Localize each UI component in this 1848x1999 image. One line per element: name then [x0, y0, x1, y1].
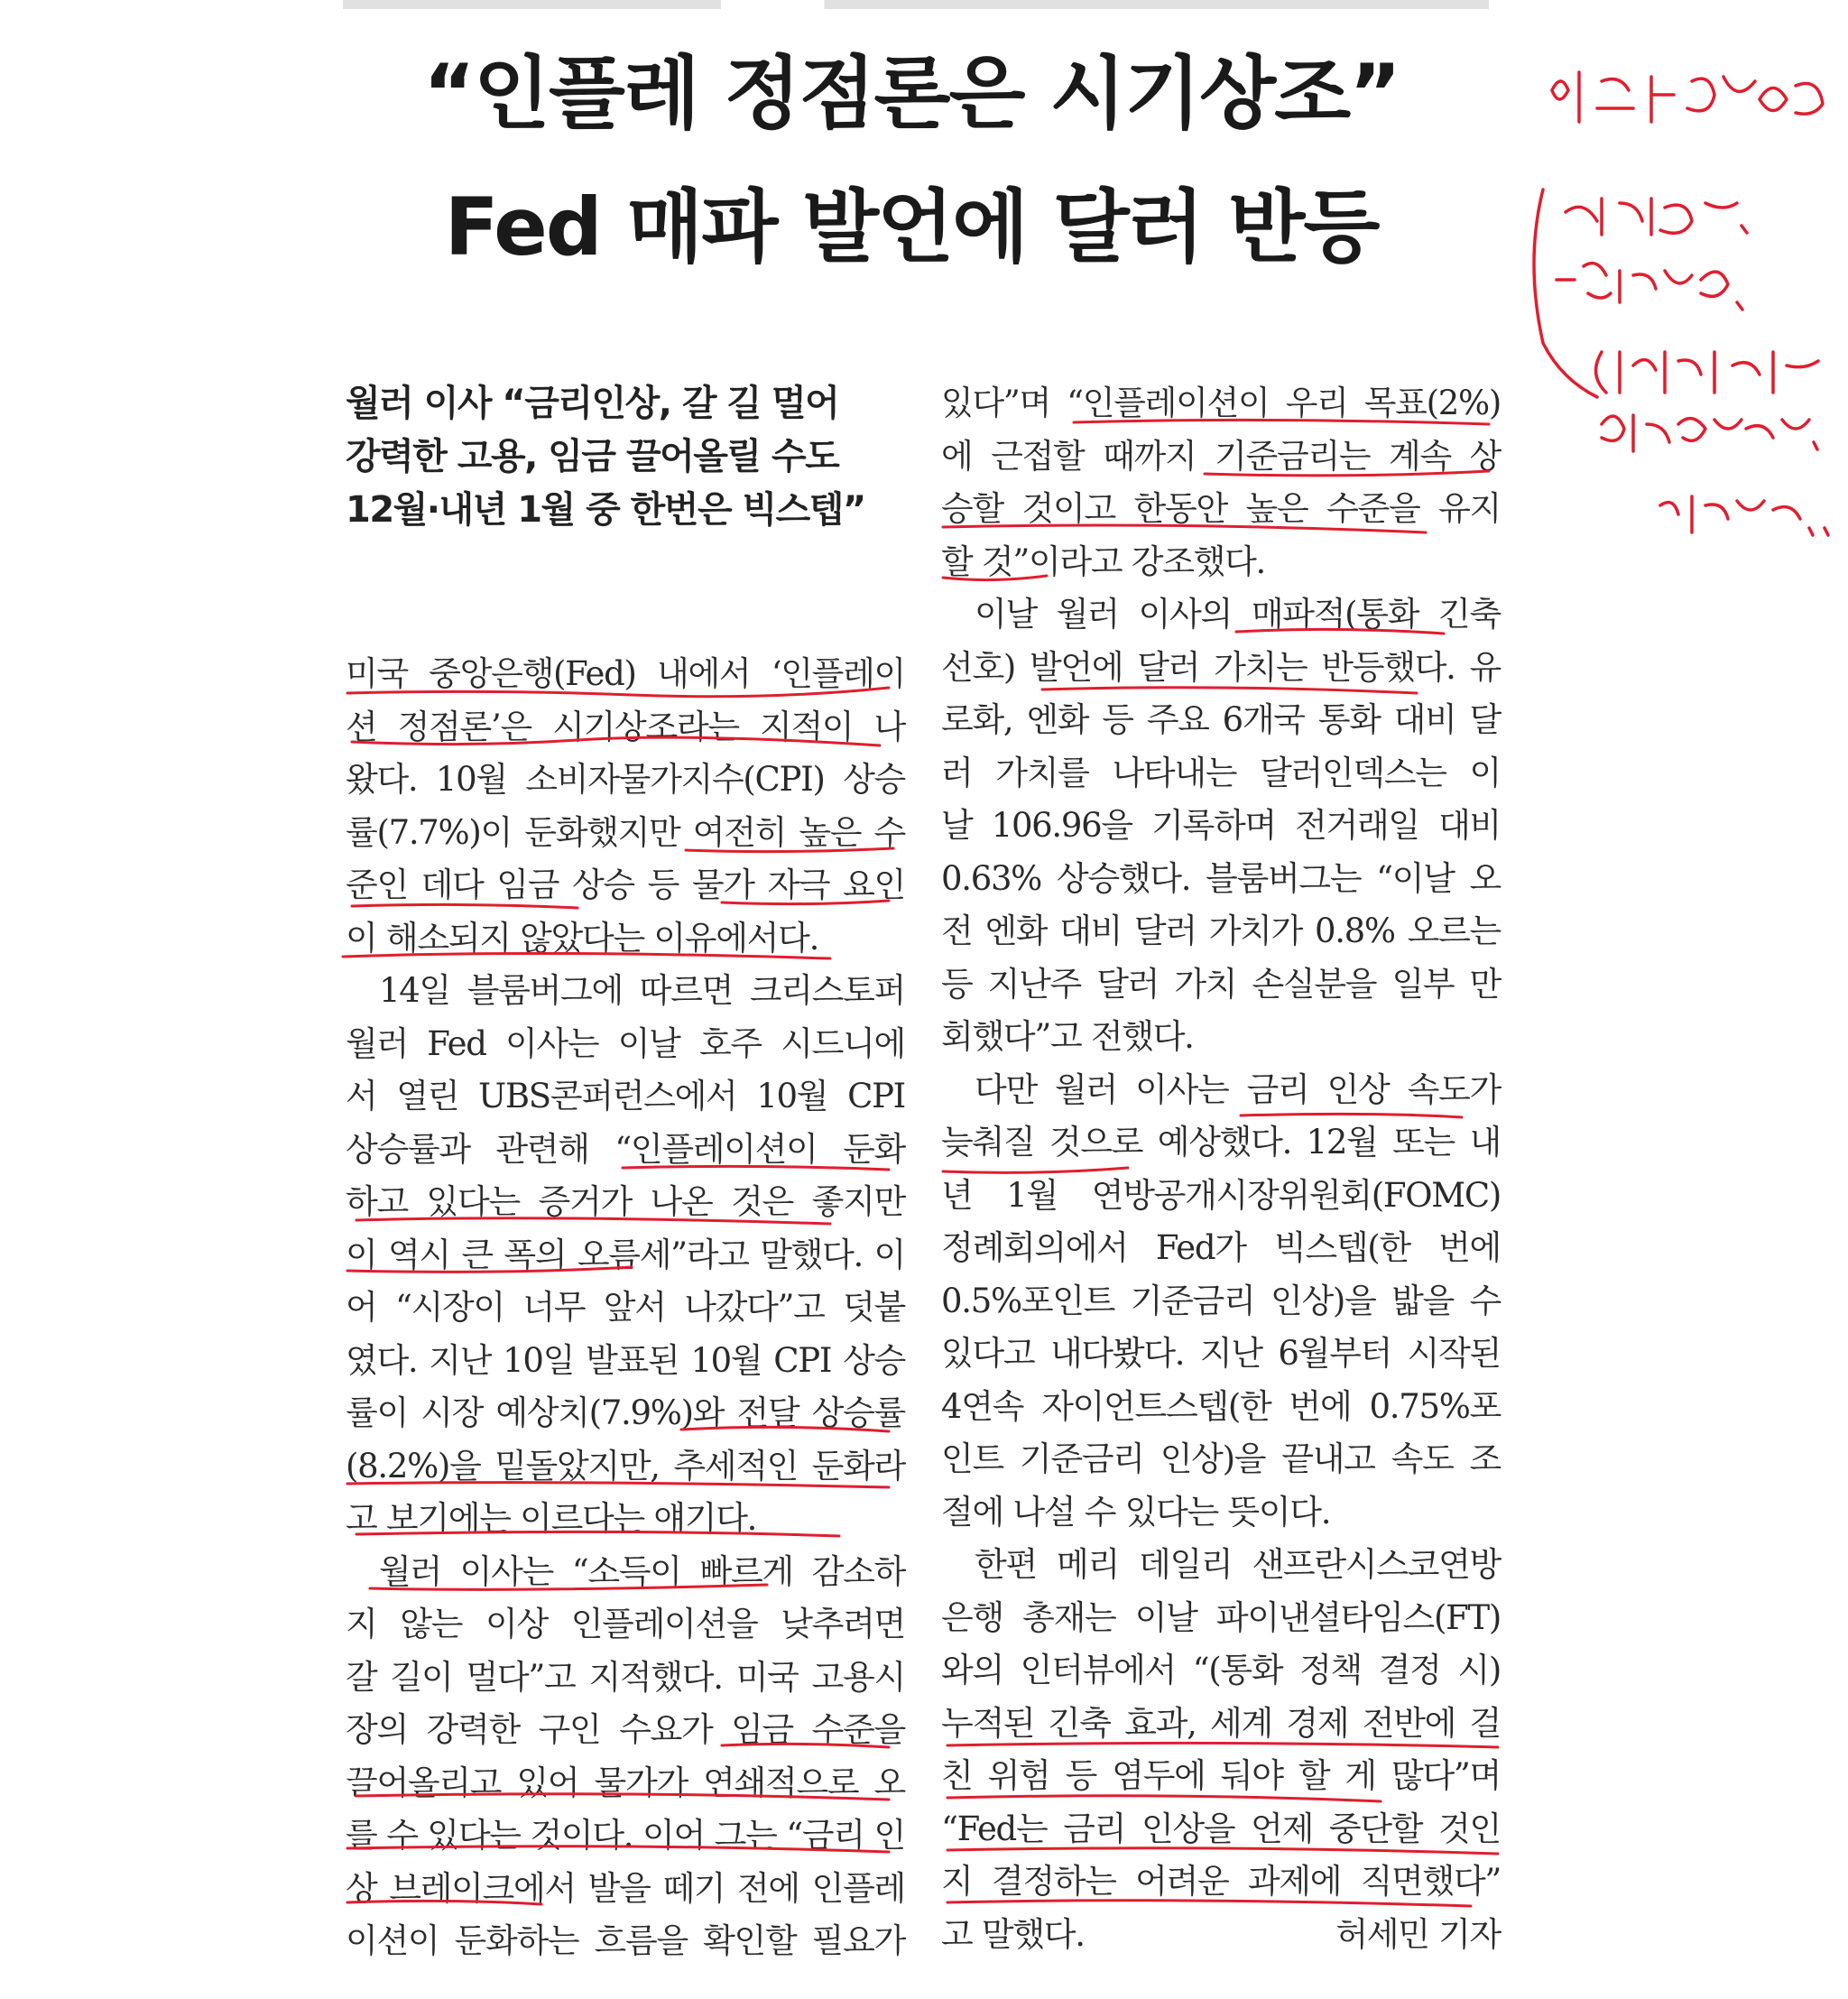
text-line: 친 위험 등 염두에 둬야 할 게 많다”며 [941, 1756, 1501, 1795]
text-line: 장의 강력한 구인 수요가 임금 수준을 [346, 1710, 905, 1749]
text-line: 한편 메리 데일리 샌프란시스코연방 [975, 1545, 1501, 1584]
text-line: 로화, 엔화 등 주요 6개국 통화 대비 달 [941, 700, 1501, 739]
text-line: 전 엔화 대비 달러 가치가 0.8% 오르는 [941, 912, 1501, 950]
text-line: 누적된 긴축 효과, 세계 경제 전반에 걸 [941, 1703, 1501, 1743]
text-line: 정례회의에서 Fed가 빅스텝(한 번에 [941, 1228, 1501, 1267]
subhead-line: 12월·내년 1월 중 한번은 빅스텝” [346, 489, 865, 531]
article-right-column [941, 377, 1501, 1961]
text-line: 고 보기에는 이르다는 얘기다. [346, 1499, 757, 1538]
text-line: 은행 총재는 이날 파이낸셜타임스(FT) [941, 1597, 1501, 1637]
top-rule [343, 0, 1489, 9]
text-line: 이 역시 큰 폭의 오름세”라고 말했다. 이 [346, 1235, 905, 1274]
text-line: 절에 나설 수 있다는 뜻이다. [941, 1492, 1331, 1532]
text-line: 할 것”이라고 강조했다. [941, 541, 1265, 581]
text-line: 어 “시장이 너무 앞서 나갔다”고 덧붙 [346, 1288, 905, 1327]
text-line: 지 결정하는 어려운 과제에 직면했다” [941, 1862, 1501, 1901]
text-line: 와의 인터뷰에서 “(통화 정책 결정 시) [941, 1651, 1501, 1689]
headline-line-2: Fed 매파 발언에 달러 반등 [444, 180, 1379, 273]
byline: 허세민 기자 [1335, 1914, 1501, 1954]
article-left-column [346, 648, 905, 1968]
text-line: 준인 데다 임금 상승 등 물가 자극 요인 [346, 865, 905, 904]
text-line: 인트 기준금리 인상)을 끝내고 속도 조 [941, 1439, 1501, 1478]
subhead-line: 강력한 고용, 임금 끌어올릴 수도 [346, 436, 839, 477]
subheadline [346, 377, 905, 537]
text-line: 이 해소되지 않았다는 이유에서다. [346, 918, 819, 958]
text-line: 년 1월 연방공개시장위원회(FOMC) [941, 1175, 1501, 1215]
text-line: 를 수 있다는 것이다. 이어 그는 “금리 인 [346, 1816, 905, 1855]
text-line: 에 근접할 때까지 기준금리는 계속 상 [941, 436, 1501, 476]
handwritten-margin-notes [1516, 54, 1841, 596]
text-line: (8.2%)을 밑돌았지만, 추세적인 둔화라 [346, 1446, 905, 1485]
text-line: 회했다”고 전했다. [941, 1017, 1194, 1056]
text-line: 지 않는 이상 인플레이션을 낮추려면 [346, 1605, 905, 1643]
text-line: 월러 Fed 이사는 이날 호주 시드니에 [346, 1023, 905, 1063]
text-line: 승할 것이고 한동안 높은 수준을 유지 [941, 489, 1501, 528]
text-line: 4연속 자이언트스텝(한 번에 0.75%포 [941, 1386, 1501, 1426]
text-line: 날 106.96을 기록하며 전거래일 대비 [941, 806, 1501, 845]
text-line: 하고 있다는 증거가 나온 것은 좋지만 [346, 1182, 905, 1221]
text-line: 있다고 내다봤다. 지난 6월부터 시작된 [941, 1334, 1501, 1373]
text-line: 서 열린 UBS콘퍼런스에서 10월 CPI [346, 1077, 905, 1115]
text-line: 갈 길이 멀다”고 지적했다. 미국 고용시 [346, 1657, 905, 1697]
text-line: 등 지난주 달러 가치 손실분을 일부 만 [941, 964, 1501, 1004]
text-line: 0.5%포인트 기준금리 인상)을 밟을 수 [941, 1281, 1501, 1320]
text-line: 션 정점론’은 시기상조라는 지적이 나 [346, 707, 905, 746]
text-line: 상 브레이크에서 발을 떼기 전에 인플레 [346, 1868, 905, 1908]
text-line: 0.63% 상승했다. 블룸버그는 “이날 오 [941, 858, 1501, 898]
text-line: 미국 중앙은행(Fed) 내에서 ‘인플레이 [346, 654, 905, 693]
text-line: “Fed는 금리 인상을 언제 중단할 것인 [941, 1809, 1501, 1848]
text-line: 이션이 둔화하는 흐름을 확인할 필요가 [346, 1921, 905, 1960]
text-line: 끌어올리고 있어 물가가 연쇄적으로 오 [346, 1763, 905, 1802]
text-line: 이날 월러 이사의 매파적(통화 긴축 [975, 595, 1501, 634]
text-line: 러 가치를 나타내는 달러인덱스는 이 [941, 753, 1501, 792]
text-line: 률(7.7%)이 둔화했지만 여전히 높은 수 [346, 812, 905, 852]
headline-line-1: “인플레 정점론은 시기상조” [422, 47, 1400, 140]
text-line: 월러 이사는 “소득이 빠르게 감소하 [379, 1551, 905, 1591]
text-line: 14일 블룸버그에 따르면 크리스토퍼 [379, 971, 905, 1010]
text-line: 있다”며 “인플레이션이 우리 목표(2%) [941, 384, 1501, 422]
text-line: 였다. 지난 10일 발표된 10월 CPI 상승 [346, 1340, 905, 1380]
text-line: 고 말했다. 허세민 기자 [941, 1909, 1501, 1962]
text-line: 다만 월러 이사는 금리 인상 속도가 [975, 1069, 1501, 1109]
text-line: 상승률과 관련해 “인플레이션이 둔화 [346, 1129, 905, 1169]
text-line: 률이 시장 예상치(7.9%)와 전달 상승률 [346, 1393, 905, 1432]
text-line: 선호) 발언에 달러 가치는 반등했다. 유 [941, 647, 1501, 687]
text-line: 늦춰질 것으로 예상했다. 12월 또는 내 [941, 1123, 1501, 1161]
subhead-line: 월러 이사 “금리인상, 갈 길 멀어 [346, 383, 839, 424]
text-line: 왔다. 10월 소비자물가지수(CPI) 상승 [346, 760, 905, 799]
